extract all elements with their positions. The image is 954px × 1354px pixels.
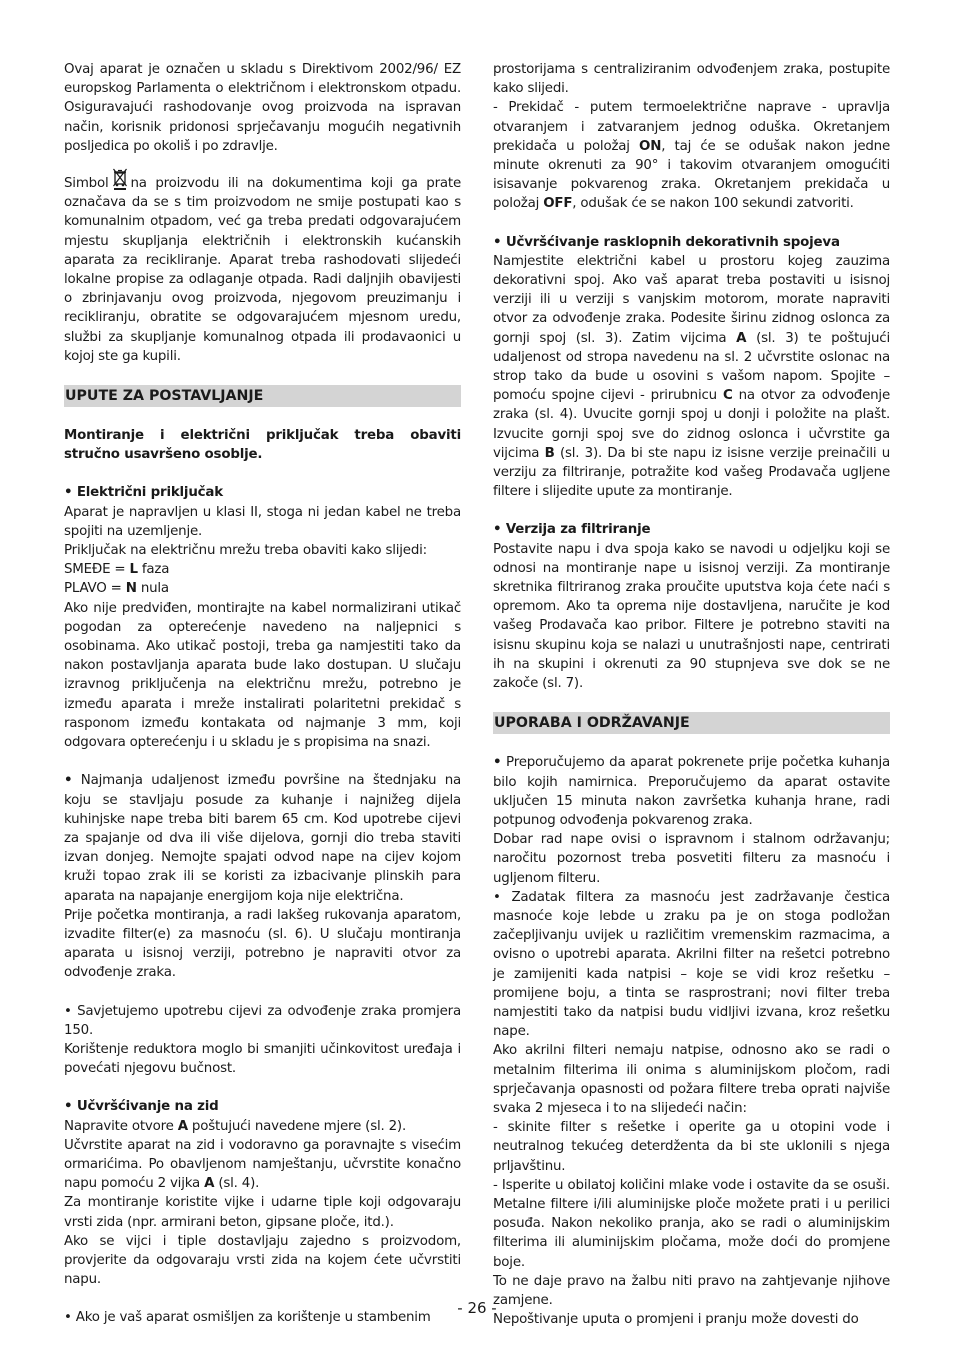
- maintenance-note: Dobar rad nape ovisi o ispravnom i stalnom održavanju; naročitu pozornost treba posvetiti filteru za masnoću i ugljenom filteru.: [493, 832, 890, 886]
- use-recommendation: • Preporučujemo da aparat pokrenete prije početka kuhanja bilo kojih namirnica. Preporučujemo da aparat ostavite uključen 15 minuta nakon završetka kuhanja hrane, radi potpunog odvođenja pokvarenog zraka.: [493, 755, 890, 828]
- weee-directive-paragraph: Ovaj aparat je označen u skladu s Direktivom 2002/96/ EZ europskog Parlamenta o električnom i elektronskom otpadu. Osiguravajući rashodovanje ovog proizvoda na ispravan način, korisnik pridonosi sprječavanju mogućih negativnih posljedica po okoliš i po zdravlje.: [64, 62, 461, 154]
- filter-version-text: Postavite napu i dva spoja kako se navodi u odjeljku koji se odnosi na montiranje nape u isisnoj verziji. Za montiranje skretnika filtriranog zraka proučite uputstva koja ćete naći s opremom. Ako ta oprema nije dostavljena, naručite je kod vašeg Prodavača kao pribor. Filtere je potrebno staviti na isisnu skupinu koja se nalazi u unutrašnjosti nape, centrirati ih na skupini i okrenuti za 90 stupnjeva sve dok se ne zakoče (sl. 7).: [493, 541, 890, 692]
- grease-filter-paragraph: • Zadatak filtera za masnoću jest zadržavanje čestica masnoće koje lebde u zraku pa je on stoga podložan začepljivanju uvijek u različitim vremenskim razmacima, a ovisno o upotrebi aparata. Akrilni filter na rešetci potrebno je zamijeniti kada natpisi – koje se vidi kroz rešetku – promijene boju, a tinta se rasprostrani; novi filter treba namjestiti tako da natpisi budu vidljivi izvana, kroz rešetku nape.: [493, 889, 890, 1040]
- residential-bullet-start: • Ako je vaš aparat osmišljen za korištenje u stambenim: [64, 1310, 431, 1326]
- wall-screws-text: Za montiranje koristite vijke i udarne tiple koji odgovaraju vrsti zida (npr. armirani beton, gipsane ploče, itd.).: [64, 1195, 461, 1230]
- left-column: [64, 60, 461, 1328]
- section-title-use-maintenance: UPORABA I ODRŽAVANJE: [493, 712, 890, 734]
- metal-filter-paragraph: Ako akrilni filteri nemaju natpise, odnosno ako se radi o metalnim filterima ili onima s aluminijskom pločom, radi sprječavanja opasnosti od požara filtere treba oprati najviše svaka 2 mjeseca i to na slijedeći način:: [493, 1043, 890, 1116]
- minimum-distance-paragraph: • Najmanja udaljenost između površine na štednjaku na koju se stavljaju posude za kuhanje i najnižeg dijela kuhinjske nape treba biti barem 65 cm. Kod upotrebe cijevi za spajanje od dva ili više dijelova, gornji dio treba staviti izvan donjeg. Nemojte spajati odvod nape na cijev kojom kruži topao zrak ili se koristi za izbacivanje plinskih para aparata na napajanje energijom koja nije električna.: [64, 773, 461, 904]
- decorative-joints-text: Namjestite električni kabel u prostoru kojeg zauzima dekorativni spoj. Ako vaš aparat treba postaviti u isisnoj verziji ili u verziji s vanjskim motorom, morate napraviti otvor za odvođenje zraka. Podesite širinu zidnog oslonca za gornji spoj (sl. 3). Zatim vijcima A (sl. 3) te poštujući udaljenost od stropa navedenu na sl. 2 učvrstite oslonac na strop tako da bude u osovini s vašom napom. Spojite – pomoću spojne cijevi - prirubnicu C na otvor za odvođenje zraka (sl. 4). Uvucite gornji spoj u donji i položite na plašt. Izvucite gornji spoj sve do zidnog oslonca i učvrstite ga vijcima B (sl. 3). Da bi ste napu iz isisne verzije preinačili u verziju za filtriranje, potražite kod vašeg Prodavača ugljene filtere i slijedite upute za montiranje.: [493, 253, 891, 500]
- section-title-installation: UPUTE ZA POSTAVLJANJE: [64, 385, 461, 407]
- pipe-diameter-paragraph: • Savjetujemo upotrebu cijevi za odvođenje zraka promjera 150.: [64, 1003, 461, 1038]
- filter-removal-paragraph: Prije početka montiranja, a radi lakšeg rukovanja aparatom, izvadite filter(e) za masnoću (sl. 6). U slučaju montiranja aparata u isisnoj verziji, potrebno je napraviti otvor za odvođenje zraka.: [64, 907, 461, 981]
- plug-instructions: Ako nije predviđen, montirajte na kabel normalizirani utikač pogodan za opterećenje navedeno na naljepnici s osobinama. Ako utikač postoji, treba ga namjestiti tako da nakon postavljanja aparata bude lako dostupan. U slučaju izravnog priključenja na električnu mrežu, potrebno je između aparata i mreže instalirati polaritetni prekidač s rasponom između kontakata od najmanje 3 mm, koji odgovara opterećenju i u skladu je s propisima na snazi.: [64, 600, 461, 751]
- reducer-note: Korištenje reduktora moglo bi smanjiti učinkovitost uređaja i povećati njegovu bučnost.: [64, 1041, 461, 1077]
- wash-step-2: - Isperite u obilatoj količini mlake vode i ostavite da se osuši. Metalne filtere i/ili aluminijske ploče možete prati i u perilici posuđa. Nakon nekoliko pranja, ako se radi o aluminijskim filterima ili aluminijskim pločama, može doći do promjene boje.: [493, 1177, 890, 1270]
- residential-continuation: prostorijama s centraliziranim odvođenjem zraka, postupite kako slijedi.: [493, 62, 890, 97]
- wall-holes-text: Napravite otvore A poštujući navedene mjere (sl. 2).: [64, 1118, 407, 1134]
- no-complaint-note: To ne daje pravo na žalbu niti pravo na zahtjevanje njihove zamjene.: [493, 1273, 890, 1308]
- weee-symbol-paragraph: Simbol na proizvodu ili na dokumentima koji ga prate označava da se s tim proizvodom ne smije postupati kao s komunalnim otpadom, već ga treba predati odgovarajućem mjestu skupljanja električnih i elektronskih kućanskih aparata za recikliranje. Aparat treba rashodovati slijedeći lokalne propise za odlaganje otpada. Radi daljnjih obavijesti o zbrinjavanju ovog proizvoda, njegovom preuzimanju i recikliranju, obratite se odgovarajućem mjesnom uredu, službi za skupljanje komunalnog otpada ili prodavaonici u kojoj ste ga kupili.: [64, 168, 461, 366]
- wall-plugs-text: Ako se vijci i tiple dostavljaju zajedno s proizvodom, provjerite da odgovaraju vrsti zida na kojem ćete učvrstiti napu.: [64, 1233, 461, 1288]
- wall-mounting-heading: • Učvršćivanje na zid: [64, 1099, 219, 1115]
- electrical-mains-text: Priključak na električnu mrežu treba obaviti kako slijedi:: [64, 543, 427, 559]
- right-column: [493, 60, 890, 1329]
- decorative-joints-heading: • Učvršćivanje rasklopnih dekorativnih spojeva: [493, 234, 840, 250]
- installation-intro: Montiranje i električni priključak treba obaviti stručno usavršeno osoblje.: [64, 428, 461, 463]
- blue-wire-line: PLAVO = N nula: [64, 581, 169, 597]
- filter-version-heading: • Verzija za filtriranje: [493, 522, 651, 538]
- page-number: - 26 -: [457, 1299, 497, 1317]
- wash-step-1: - skinite filter s rešetke i operite ga u otopini vode i neutralnog tekućeg deterdženta da bi ste uklonili s njega prljavštinu.: [493, 1120, 890, 1174]
- wall-fix-text: Učvrstite aparat na zid i vodoravno ga poravnajte s visećim ormarićima. Po obavljenom namještanju, učvrstite konačno napu pomoću 2 vijka A (sl. 4).: [64, 1137, 461, 1192]
- electrical-class-text: Aparat je napravljen u klasi II, stoga ni jedan kabel ne treba spojiti na uzemljenje.: [64, 504, 461, 539]
- switch-paragraph: - Prekidač - putem termoelektrične naprave - upravlja otvaranjem i zatvaranjem jednog oduška. Okretanjem prekidača u položaj ON, taj će se odušak nakon jedne minute okrenuti za 90° i takovim otvaranjem omogućiti isisavanje pokvarenog zraka. Okretanjem prekidača u položaj OFF, odušak će se nakon 100 sekundi zatvoriti.: [493, 100, 890, 212]
- brown-wire-line: SMEĐE = L faza: [64, 562, 170, 578]
- electrical-connection-heading: • Električni priključak: [64, 485, 223, 501]
- crossed-out-bin-icon: [113, 168, 127, 190]
- non-compliance-note: Nepoštivanje uputa o promjeni i pranju može dovesti do: [493, 1312, 859, 1328]
